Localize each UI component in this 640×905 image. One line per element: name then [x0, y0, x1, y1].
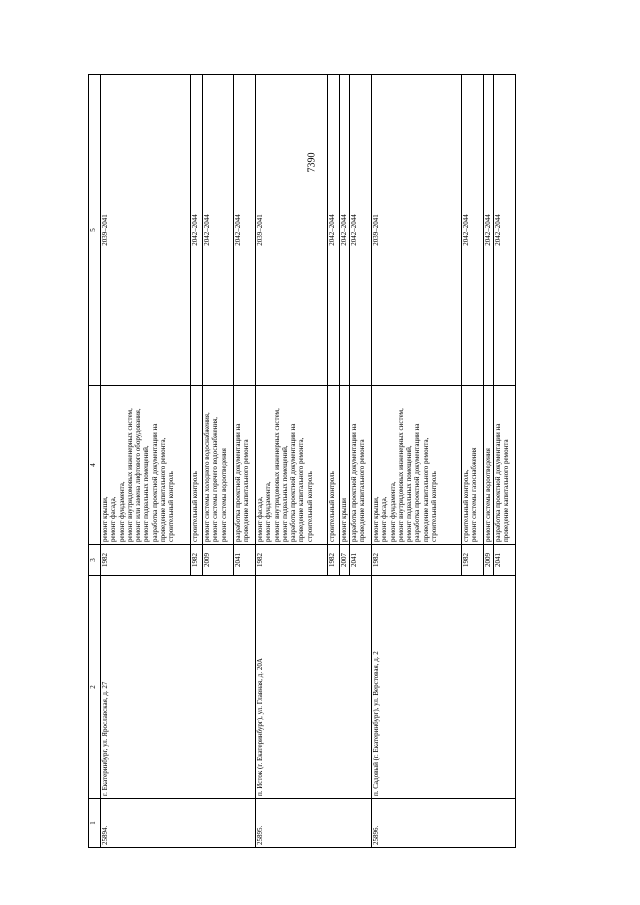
work-item: ремонт или замена лифтового оборудования,: [134, 408, 142, 542]
work-item: ремонт системы водоотведения: [484, 448, 492, 542]
works-cell: [234, 386, 256, 545]
work-item: разработка проектной документации на проведение капитального ремонта,: [413, 423, 430, 542]
work-item: ремонт фундамента,: [117, 481, 126, 542]
work-item: разработка проектной документации на проведение капитального ремонта: [234, 423, 251, 542]
header-col-4: 4: [89, 386, 101, 545]
works-cell: [256, 386, 328, 545]
works-cell: [328, 386, 340, 545]
works-cell: [191, 386, 203, 545]
work-item: ремонт крыши,: [101, 496, 109, 542]
period-cell: 2042–2044: [191, 75, 203, 386]
work-item: ремонт фасада,: [109, 496, 118, 542]
work-item: ремонт подвальных помещений,: [142, 445, 151, 542]
period-cell: 2042–2044: [494, 75, 516, 386]
year-cell: 2041: [494, 545, 516, 576]
work-item: ремонт внутридомовых инженерных систем,: [272, 408, 281, 542]
works-cell: [101, 386, 191, 545]
year-cell: 1982: [256, 545, 328, 576]
year-cell: 2007: [340, 545, 350, 576]
year-cell: 2009: [203, 545, 234, 576]
work-item: ремонт внутридомовых инженерных систем,: [125, 408, 134, 542]
row-number-cell: 25896.: [372, 799, 516, 848]
header-col-3: 3: [89, 545, 101, 576]
works-cell: [484, 386, 494, 545]
work-item: строительный контроль: [191, 471, 199, 542]
table-row: [372, 75, 462, 848]
work-item: ремонт фасада,: [256, 496, 264, 542]
work-item: ремонт системы газоснабжения: [470, 447, 479, 542]
table-row: [256, 75, 328, 848]
page-number: 7390: [306, 152, 318, 172]
work-item: строительный контроль: [167, 471, 175, 542]
year-cell: 1982: [372, 545, 462, 576]
repair-schedule-table: [88, 74, 516, 848]
work-item: ремонт системы водоотведения: [219, 448, 228, 542]
work-item: строительный контроль: [305, 471, 314, 542]
work-item: разработка проектной документации на проведение капитального ремонта: [350, 423, 367, 542]
works-cell: [203, 386, 234, 545]
header-row: [89, 75, 101, 848]
header-col-1: 1: [89, 799, 101, 848]
work-item: ремонт крыши: [340, 498, 348, 542]
period-cell: 2039–2041: [372, 75, 462, 386]
period-cell: 2042–2044: [350, 75, 372, 386]
work-item: ремонт фасада,: [380, 496, 389, 542]
row-number-cell: 25894.: [101, 799, 256, 848]
period-cell: 2042–2044: [462, 75, 484, 386]
year-cell: 1982: [191, 545, 203, 576]
works-cell: [372, 386, 462, 545]
table-row: [101, 75, 191, 848]
rotated-table-container: [88, 80, 588, 848]
works-cell: [340, 386, 350, 545]
header-col-5: 5: [89, 75, 101, 386]
work-item: разработка проектной документации на проведение капитального ремонта: [494, 423, 511, 542]
year-cell: 1982: [328, 545, 340, 576]
works-cell: [494, 386, 516, 545]
work-item: ремонт системы горячего водоснабжения,: [211, 416, 220, 542]
period-cell: 2042–2044: [340, 75, 350, 386]
address-cell: п. Исток (г. Екатеринбург), ул. Главная, д. 20А: [256, 576, 372, 799]
year-cell: 2009: [484, 545, 494, 576]
period-cell: 2042–2044: [234, 75, 256, 386]
year-cell: 2041: [350, 545, 372, 576]
period-cell: 2042–2044: [328, 75, 340, 386]
work-item: ремонт подвальных помещений,: [280, 445, 289, 542]
period-cell: 2042–2044: [203, 75, 234, 386]
works-cell: [350, 386, 372, 545]
address-cell: г. Екатеринбург, ул. Ярославская, д. 27: [101, 576, 256, 799]
row-number-cell: 25895.: [256, 799, 372, 848]
address-cell: п. Садовый (г. Екатеринбург), ул. Верстовая, д. 2: [372, 576, 516, 799]
works-cell: [462, 386, 484, 545]
year-cell: 2041: [234, 545, 256, 576]
work-item: ремонт подвальных помещений,: [405, 445, 413, 542]
year-cell: 1982: [101, 545, 191, 576]
period-cell: 2039–2041: [256, 75, 328, 386]
work-item: строительный контроль: [429, 471, 438, 542]
work-item: ремонт внутридомовых инженерных систем,: [396, 408, 405, 542]
work-item: разработка проектной документации на проведение капитального ремонта,: [150, 423, 167, 542]
header-col-2: 2: [89, 576, 101, 799]
work-item: строительный контроль: [328, 471, 336, 542]
period-cell: 2039–2041: [101, 75, 191, 386]
work-item: ремонт фундамента,: [264, 481, 273, 542]
table-body: [101, 75, 516, 848]
period-cell: 2042–2044: [484, 75, 494, 386]
work-item: ремонт крыши,: [372, 496, 380, 542]
year-cell: 1982: [462, 545, 484, 576]
work-item: разработка проектной документации на проведение капитального ремонта,: [289, 423, 306, 542]
work-item: строительный контроль,: [462, 469, 470, 542]
work-item: ремонт системы холодного водоснабжения,: [203, 412, 211, 542]
work-item: ремонт фундамента,: [388, 481, 397, 542]
